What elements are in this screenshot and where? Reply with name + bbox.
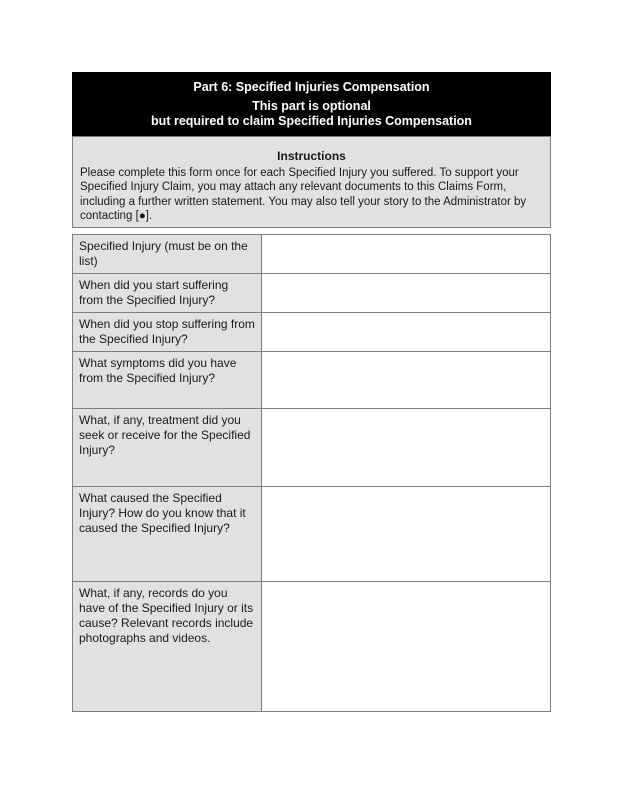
answer-cell-cause[interactable] [262, 487, 551, 582]
answer-cell-records[interactable] [262, 582, 551, 712]
question-label-start-suffering: When did you start suffering from the Specified Injury? [73, 274, 262, 313]
instructions-title: Instructions [277, 149, 346, 163]
specified-injury-question-table [72, 234, 551, 712]
table-row [73, 582, 551, 712]
question-label-stop-suffering: When did you stop suffering from the Specified Injury? [73, 313, 262, 352]
table-row [73, 487, 551, 582]
answer-cell-stop-suffering[interactable] [262, 313, 551, 352]
answer-cell-treatment[interactable] [262, 409, 551, 487]
question-label-cause: What caused the Specified Injury? How do you know that it caused the Specified Injury? [73, 487, 262, 582]
table-row [73, 274, 551, 313]
question-label-treatment: What, if any, treatment did you seek or receive for the Specified Injury? [73, 409, 262, 487]
table-row [73, 313, 551, 352]
table-row [73, 409, 551, 487]
answer-cell-start-suffering[interactable] [262, 274, 551, 313]
instructions-box [72, 136, 551, 228]
part6-optional-note-line1: This part is optional [252, 99, 371, 113]
question-label-specified-injury: Specified Injury (must be on the list) [73, 235, 262, 274]
question-label-records: What, if any, records do you have of the Specified Injury or its cause? Relevant records include photographs and videos. [73, 582, 262, 712]
part6-header-banner [72, 72, 551, 136]
instructions-body: Please complete this form once for each Specified Injury you suffered. To support your Specified Injury Claim, you may attach any relevant documents to this Claims Form, including a further written statement. You may also tell your story to the Administrator by contacting [●]. [80, 167, 527, 222]
answer-cell-symptoms[interactable] [262, 352, 551, 409]
table-row [73, 352, 551, 409]
form-page-content [72, 72, 551, 712]
answer-cell-specified-injury[interactable] [262, 235, 551, 274]
part6-optional-note-line2: but required to claim Specified Injuries Compensation [151, 114, 472, 128]
part6-title: Part 6: Specified Injuries Compensation [193, 80, 430, 94]
question-label-symptoms: What symptoms did you have from the Specified Injury? [73, 352, 262, 409]
table-row [73, 235, 551, 274]
